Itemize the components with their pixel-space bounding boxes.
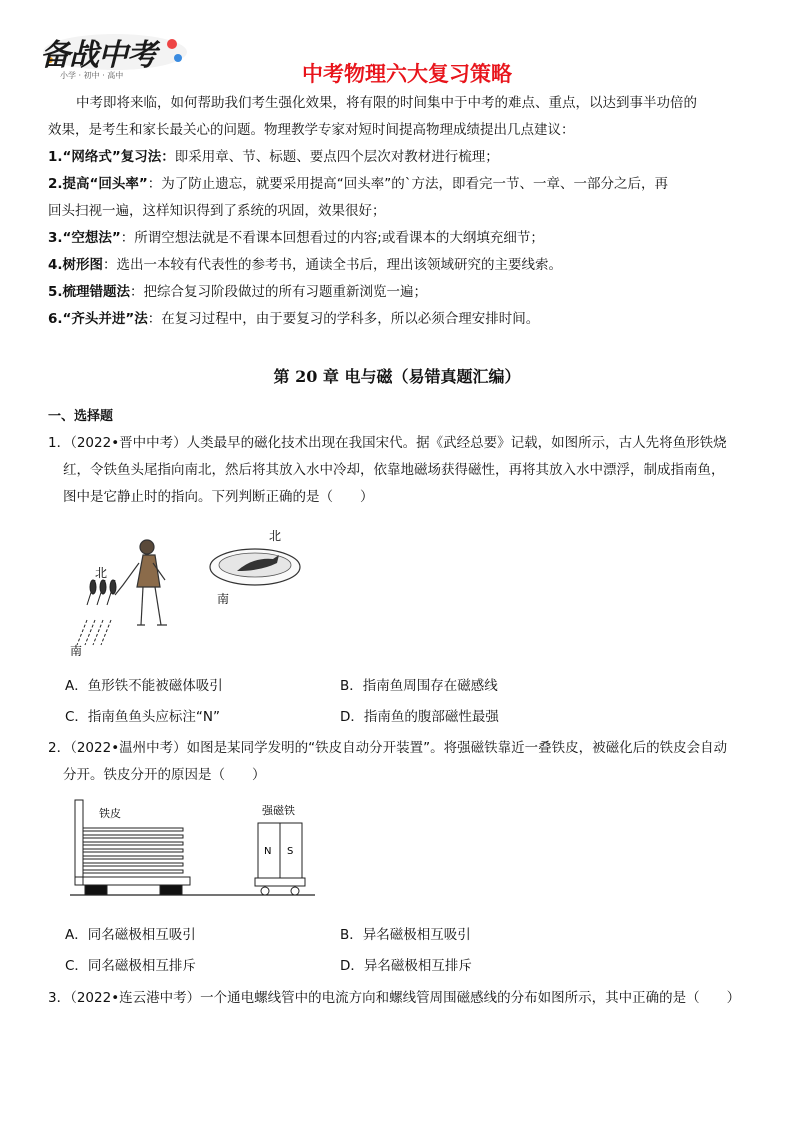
question-1-option-c[interactable]: C．指南鱼鱼头应标注“N” <box>65 709 221 725</box>
question-2-line-2: 分开。铁皮分开的原因是（ ） <box>63 767 266 783</box>
strategy-2-cont: 回头扫视一遍，这样知识得到了系统的巩固，效果很好； <box>48 203 386 219</box>
north-pole-label: N <box>264 846 272 857</box>
strategy-text: ：为了防止遗忘，就要采用提高“回头率”的`方法，即看完一节、一章、一部分之后，再 <box>147 176 669 192</box>
question-2-option-c[interactable]: C．同名磁极相互排斥 <box>65 958 196 974</box>
question-1-line-1: 1．（2022•晋中中考）人类最早的磁化技术出现在我国宋代。据《武经总要》记载，如图所示，古人先将鱼形铁烧 <box>48 435 727 451</box>
person-illustration <box>115 540 167 625</box>
strategy-1 <box>48 144 748 171</box>
strategy-text: ：把综合复习阶段做过的所有习题重新浏览一遍； <box>130 284 428 300</box>
strategy-text: ：所谓空想法就是不看课本回想看过的内容;或看课本的大纲填充细节； <box>120 230 544 246</box>
strategy-label: 4.树形图 <box>48 257 104 273</box>
strategy-label: 3.“空想法” <box>48 230 121 246</box>
question-1-figure <box>65 525 325 660</box>
intro-line-1: 中考即将来临，如何帮助我们考生强化效果，将有限的时间集中于中考的难点、重点，以达到事半功倍的 <box>76 95 697 111</box>
logo-subtext: 小学 · 初中 · 高中 <box>60 71 124 80</box>
iron-fish-icons <box>77 580 116 645</box>
question-2-option-d[interactable]: D．异名磁极相互排斥 <box>340 958 472 974</box>
south-label-right: 南 <box>217 592 230 606</box>
strong-magnet-cart <box>255 823 305 895</box>
question-1-line-2: 红，令铁鱼头尾指向南北，然后将其放入水中冷却，依靠地磁场获得磁性，再将其放入水中漂浮，制成指南鱼， <box>63 462 725 478</box>
north-label-right: 北 <box>269 529 282 543</box>
strong-magnet-label: 强磁铁 <box>262 804 295 817</box>
question-3-line-1: 3．（2022•连云港中考）一个通电螺线管中的电流方向和螺线管周围磁感线的分布如图所示，其中正确的是（ ） <box>48 990 741 1006</box>
strategy-2 <box>48 171 748 198</box>
water-bowl-icon <box>210 549 300 585</box>
strategy-4 <box>48 252 748 279</box>
question-1-line-3: 图中是它静止时的指向。下列判断正确的是（ ） <box>63 489 374 505</box>
strategy-text: ：选出一本较有代表性的参考书，通读全书后，理出该领域研究的主要线索。 <box>103 257 563 273</box>
strategy-5 <box>48 279 748 306</box>
question-2-option-a[interactable]: A．同名磁极相互吸引 <box>65 927 196 943</box>
question-1-option-a[interactable]: A．鱼形铁不能被磁体吸引 <box>65 678 223 694</box>
logo-text: 备战中考 <box>40 38 156 73</box>
strategy-label: 5.梳理错题法 <box>48 284 131 300</box>
strategy-label: 1.“网络式”复习法： <box>48 149 175 165</box>
iron-sheet-label: 铁皮 <box>99 807 121 820</box>
strategy-6 <box>48 306 748 333</box>
north-label-left: 北 <box>95 566 108 580</box>
intro-line-2: 效果，是考生和家长最关心的问题。物理教学专家对短时间提高物理成绩提出几点建议： <box>48 122 575 138</box>
strategy-text: ：在复习过程中，由于要复习的学科多，所以必须合理安排时间。 <box>147 311 540 327</box>
question-1-option-b[interactable]: B．指南鱼周围存在磁感线 <box>340 678 498 694</box>
question-2-figure <box>65 795 325 910</box>
question-2-line-1: 2．（2022•温州中考）如图是某同学发明的“铁皮自动分开装置”。将强磁铁靠近一叠铁皮，被磁化后的铁皮会自动 <box>48 740 728 756</box>
south-label-left: 南 <box>70 644 83 658</box>
page-title: 中考物理六大复习策略 <box>302 62 512 86</box>
question-1-option-d[interactable]: D．指南鱼的腹部磁性最强 <box>340 709 499 725</box>
question-2-option-b[interactable]: B．异名磁极相互吸引 <box>340 927 471 943</box>
south-pole-label: S <box>287 846 294 857</box>
strategy-text: 即采用章、节、标题、要点四个层次对教材进行梳理； <box>174 149 499 165</box>
chapter-heading: 第 20 章 电与磁（易错真题汇编） <box>273 367 521 386</box>
strategy-3 <box>48 225 748 252</box>
strategy-label: 6.“齐头并进”法 <box>48 311 148 327</box>
strategy-label: 2.提高“回头率” <box>48 176 148 192</box>
section-heading: 一、选择题 <box>48 409 114 424</box>
